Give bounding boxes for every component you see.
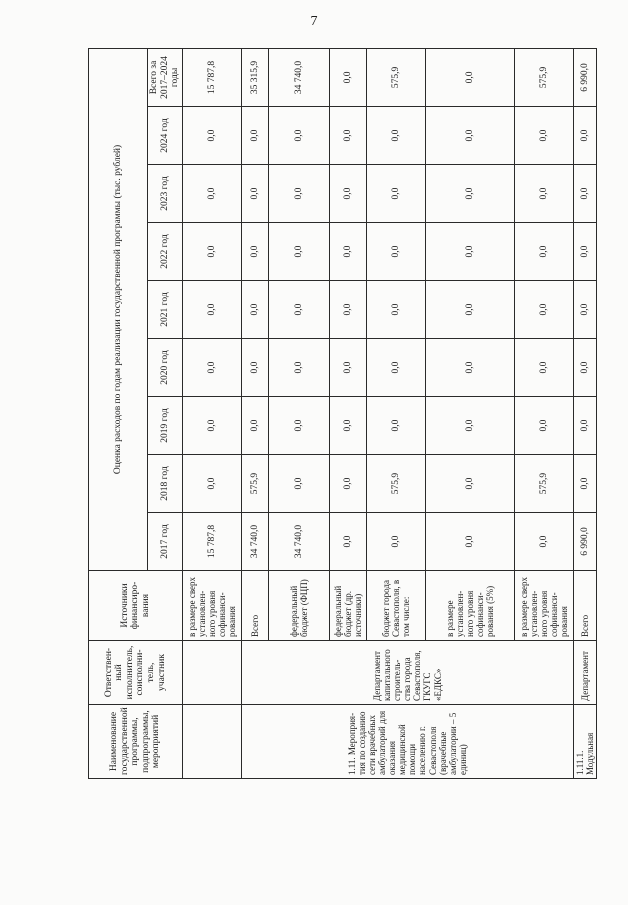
year-header: 2024 год <box>148 107 183 165</box>
value-cell: 0,0 <box>366 281 425 339</box>
value-cell: 0,0 <box>268 455 329 513</box>
measure-responsible: Департамент капитального строитель-ства города Севастополя, ГКУГС «ЕДКС» <box>241 641 573 705</box>
total-cell: 34 740,0 <box>268 48 329 106</box>
source-cell: бюджет города Севастополя, в том числе: <box>366 571 425 641</box>
value-cell: 0,0 <box>425 339 514 397</box>
value-cell: 0,0 <box>514 339 573 397</box>
value-cell: 0,0 <box>182 455 241 513</box>
value-cell: 0,0 <box>573 339 596 397</box>
value-cell: 0,0 <box>425 513 514 571</box>
year-header: 2023 год <box>148 165 183 223</box>
value-cell: 0,0 <box>241 107 268 165</box>
table-row <box>241 48 268 778</box>
value-cell: 0,0 <box>366 165 425 223</box>
value-cell: 0,0 <box>573 107 596 165</box>
submeasure-name: 1.11.1. Модульная <box>573 705 596 779</box>
value-cell: 0,0 <box>573 165 596 223</box>
measure-name: 1.11. Мероприя-тия по созданию сети врачебных амбулаторий для оказания медицинской помощи населению г. Севастополя (врачебные амбулатории – 5 единиц) <box>241 705 573 779</box>
year-header: 2019 год <box>148 397 183 455</box>
year-header: 2020 год <box>148 339 183 397</box>
value-cell: 0,0 <box>514 223 573 281</box>
value-cell: 0,0 <box>268 223 329 281</box>
source-cell: в размере сверх установлен-ного уровня софинанси-рования <box>514 571 573 641</box>
value-cell: 575,9 <box>241 455 268 513</box>
header-estimate-group: Оценка расходов по годам реализации государственной программы (тыс. рублей) <box>89 48 148 570</box>
name-cell-empty <box>182 705 241 779</box>
value-cell: 0,0 <box>241 281 268 339</box>
value-cell: 575,9 <box>366 455 425 513</box>
total-cell: 6 990,0 <box>573 48 596 106</box>
source-cell: Всего <box>241 571 268 641</box>
value-cell: 0,0 <box>573 223 596 281</box>
value-cell: 0,0 <box>425 165 514 223</box>
value-cell: 0,0 <box>241 223 268 281</box>
value-cell: 34 740,0 <box>241 513 268 571</box>
source-cell: в размере установлен-ного уровня софинанси-рования (5%) <box>425 571 514 641</box>
value-cell: 0,0 <box>268 107 329 165</box>
value-cell: 0,0 <box>329 223 366 281</box>
year-header: 2017 год <box>148 513 183 571</box>
value-cell: 0,0 <box>241 339 268 397</box>
value-cell: 0,0 <box>573 397 596 455</box>
value-cell: 0,0 <box>425 223 514 281</box>
source-cell: в размере сверх установлен-ного уровня софинанси-рования <box>182 571 241 641</box>
value-cell: 0,0 <box>268 397 329 455</box>
value-cell: 0,0 <box>514 165 573 223</box>
value-cell: 0,0 <box>268 339 329 397</box>
total-cell: 0,0 <box>425 48 514 106</box>
value-cell: 0,0 <box>182 107 241 165</box>
total-cell: 35 315,9 <box>241 48 268 106</box>
value-cell: 0,0 <box>514 107 573 165</box>
value-cell: 0,0 <box>182 223 241 281</box>
value-cell: 0,0 <box>514 397 573 455</box>
year-header: 2021 год <box>148 281 183 339</box>
total-cell: 575,9 <box>514 48 573 106</box>
value-cell: 0,0 <box>366 513 425 571</box>
submeasure-responsible: Департамент <box>573 641 596 705</box>
source-cell: федеральный бюджет (др. источники) <box>329 571 366 641</box>
value-cell: 0,0 <box>268 165 329 223</box>
value-cell: 0,0 <box>241 165 268 223</box>
header-responsible: Ответствен-ный исполнитель, соисполни-тель, участник <box>89 641 183 705</box>
value-cell: 0,0 <box>366 107 425 165</box>
value-cell: 575,9 <box>514 455 573 513</box>
value-cell: 0,0 <box>268 281 329 339</box>
value-cell: 0,0 <box>182 281 241 339</box>
header-source: Источники финансиро-вания <box>89 571 183 641</box>
value-cell: 0,0 <box>425 397 514 455</box>
value-cell: 6 990,0 <box>573 513 596 571</box>
table-row <box>182 48 241 778</box>
value-cell: 0,0 <box>329 281 366 339</box>
value-cell: 0,0 <box>514 513 573 571</box>
year-header: 2022 год <box>148 223 183 281</box>
source-cell: Всего <box>573 571 596 641</box>
value-cell: 0,0 <box>366 339 425 397</box>
header-name: Наименование государственной программы, подпрограммы, мероприятий <box>89 705 183 779</box>
table-row <box>573 48 596 778</box>
value-cell: 0,0 <box>366 223 425 281</box>
value-cell: 0,0 <box>329 107 366 165</box>
source-cell: федеральный бюджет (ФЦП) <box>268 571 329 641</box>
header-row <box>89 48 148 778</box>
budget-table <box>88 48 597 779</box>
value-cell: 0,0 <box>425 281 514 339</box>
value-cell: 0,0 <box>241 397 268 455</box>
value-cell: 0,0 <box>329 339 366 397</box>
value-cell: 0,0 <box>329 165 366 223</box>
total-header: Всего за 2017–2024 годы <box>148 48 183 106</box>
value-cell: 0,0 <box>182 165 241 223</box>
value-cell: 0,0 <box>573 455 596 513</box>
value-cell: 0,0 <box>329 455 366 513</box>
value-cell: 0,0 <box>425 455 514 513</box>
value-cell: 0,0 <box>425 107 514 165</box>
value-cell: 0,0 <box>182 339 241 397</box>
value-cell: 0,0 <box>366 397 425 455</box>
value-cell: 34 740,0 <box>268 513 329 571</box>
total-cell: 0,0 <box>329 48 366 106</box>
value-cell: 0,0 <box>182 397 241 455</box>
total-cell: 575,9 <box>366 48 425 106</box>
value-cell: 0,0 <box>573 281 596 339</box>
responsible-cell-empty <box>182 641 241 705</box>
rotated-table-container <box>88 49 595 779</box>
year-header: 2018 год <box>148 455 183 513</box>
total-cell: 15 787,8 <box>182 48 241 106</box>
value-cell: 15 787,8 <box>182 513 241 571</box>
value-cell: 0,0 <box>514 281 573 339</box>
page-number: 7 <box>310 14 318 29</box>
value-cell: 0,0 <box>329 513 366 571</box>
value-cell: 0,0 <box>329 397 366 455</box>
